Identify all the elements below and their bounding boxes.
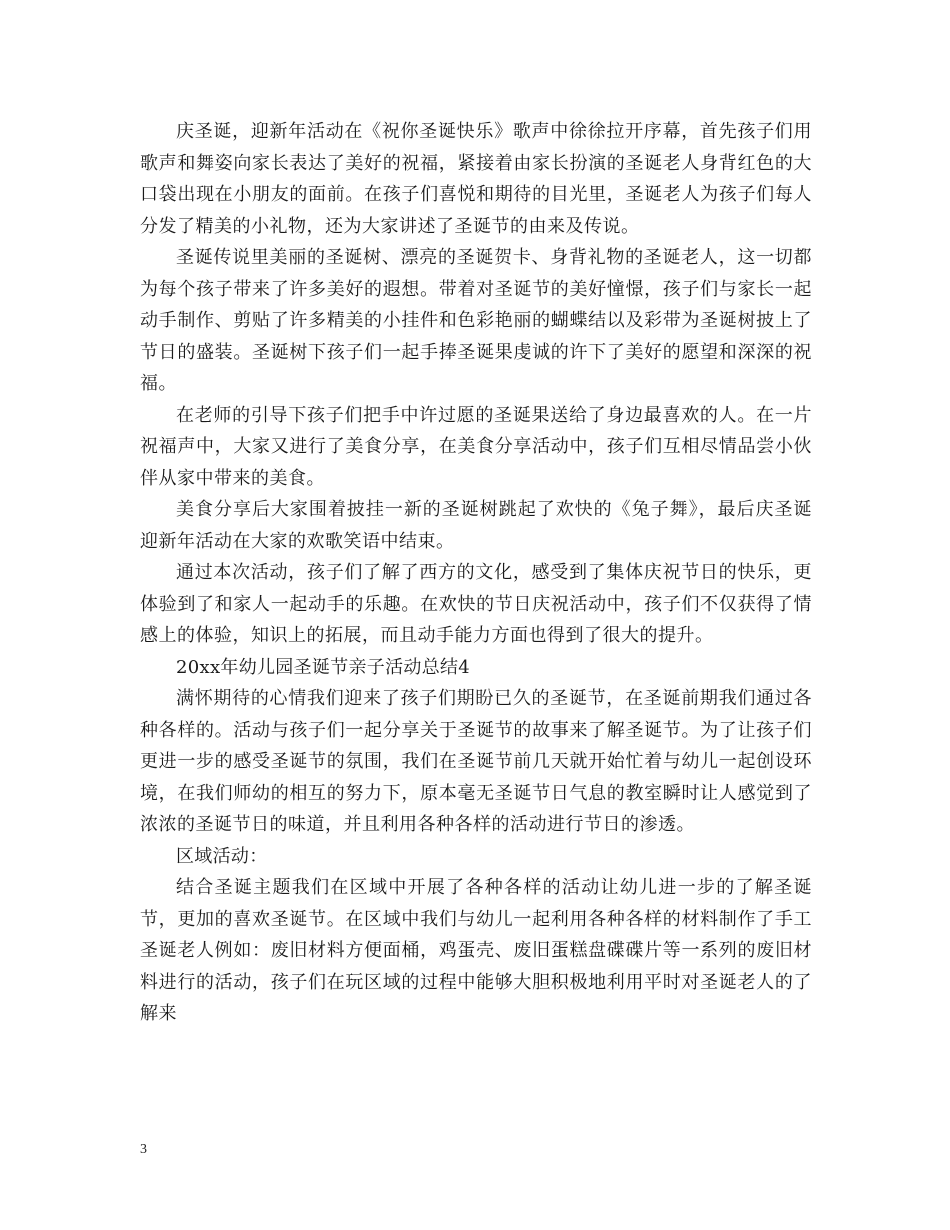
paragraph: 美食分享后大家围着披挂一新的圣诞树跳起了欢快的《兔子舞》，最后庆圣诞迎新年活动在大家的欢歌笑语中结束。 (140, 499, 812, 552)
paragraph: 在老师的引导下孩子们把手中许过愿的圣诞果送给了身边最喜欢的人。在一片祝福声中，大家又进行了美食分享，在美食分享活动中，孩子们互相尽情品尝小伙伴从家中带来的美食。 (140, 404, 812, 489)
document-body (140, 116, 812, 1030)
section-subheading: 区域活动： (176, 845, 268, 867)
section-heading: 20xx年幼儿园圣诞节亲子活动总结4 (176, 656, 471, 678)
paragraph: 通过本次活动，孩子们了解了西方的文化，感受到了集体庆祝节日的快乐，更体验到了和家人一起动手的乐趣。在欢快的节日庆祝活动中，孩子们不仅获得了情感上的体验，知识上的拓展，而且动手能力方面也得到了很大的提升。 (140, 562, 812, 646)
paragraph: 圣诞传说里美丽的圣诞树、漂亮的圣诞贺卡、身背礼物的圣诞老人，这一切都为每个孩子带来了许多美好的遐想。带着对圣诞节的美好憧憬，孩子们与家长一起动手制作、剪贴了许多精美的小挂件和色彩艳丽的蝴蝶结以及彩带为圣诞树披上了节日的盛装。圣诞树下孩子们一起手捧圣诞果虔诚的许下了美好的愿望和深深的祝福。 (140, 247, 812, 394)
paragraph: 满怀期待的心情我们迎来了孩子们期盼已久的圣诞节，在圣诞前期我们通过各种各样的。活动与孩子们一起分享关于圣诞节的故事来了解圣诞节。为了让孩子们更进一步的感受圣诞节的氛围，我们在圣诞节前几天就开始忙着与幼儿一起创设环境，在我们师幼的相互的努力下，原本毫无圣诞节日气息的教室瞬时让人感觉到了浓浓的圣诞节日的味道，并且利用各种各样的活动进行节日的渗透。 (140, 688, 812, 835)
paragraph: 结合圣诞主题我们在区域中开展了各种各样的活动让幼儿进一步的了解圣诞节，更加的喜欢圣诞节。在区域中我们与幼儿一起利用各种各样的材料制作了手工圣诞老人例如：废旧材料方便面桶，鸡蛋壳、废旧蛋糕盘碟碟片等一系列的废旧材料进行的活动，孩子们在玩区域的过程中能够大胆积极地利用平时对圣诞老人的了解来 (140, 877, 812, 1024)
paragraph: 庆圣诞，迎新年活动在《祝你圣诞快乐》歌声中徐徐拉开序幕，首先孩子们用歌声和舞姿向家长表达了美好的祝福，紧接着由家长扮演的圣诞老人身背红色的大口袋出现在小朋友的面前。在孩子们喜悦和期待的目光里，圣诞老人为孩子们每人分发了精美的小礼物，还为大家讲述了圣诞节的由来及传说。 (140, 121, 812, 237)
page-number: 3 (140, 1142, 147, 1157)
